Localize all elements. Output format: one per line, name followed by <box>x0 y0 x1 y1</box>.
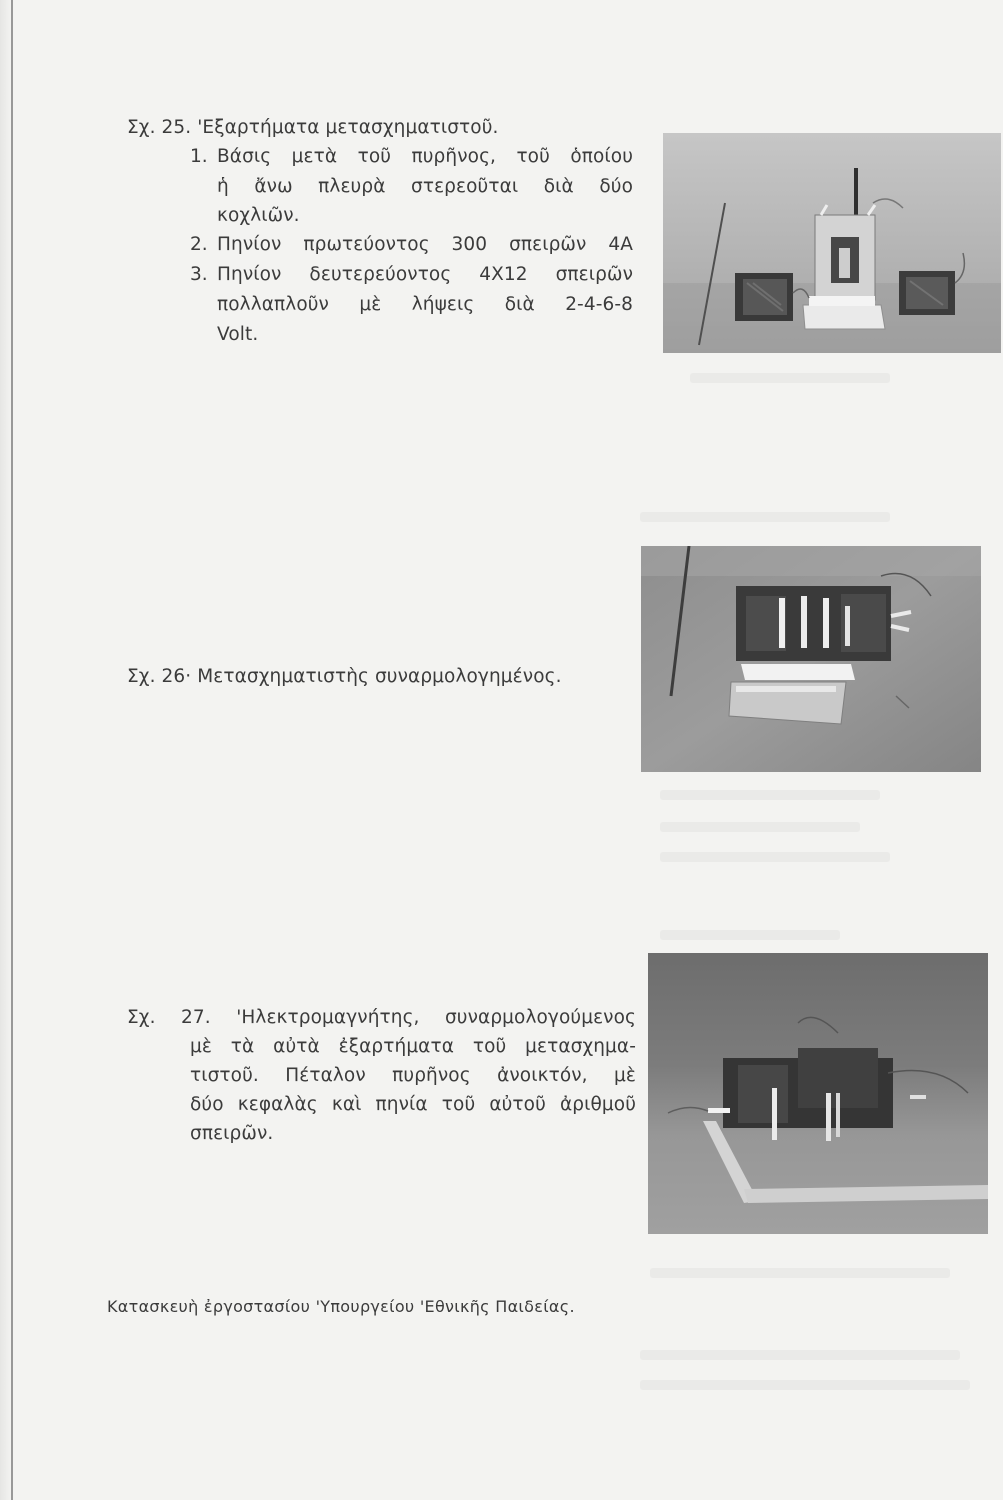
fig25-item-line: ἡ ἄνω πλευρὰ στερεοῦται διὰ δύο <box>217 176 633 197</box>
fig25-item-line: Πηνίον δευτερεύοντος 4X12 σπειρῶν <box>217 264 633 285</box>
fig25-item-line: Βάσις μετὰ τοῦ πυρῆνος, τοῦ ὁποίου <box>217 146 633 167</box>
bleed-through-mark <box>660 930 840 940</box>
fig25-item-line: Πηνίον πρωτεύοντος 300 σπειρῶν 4A <box>217 234 633 255</box>
bleed-through-mark <box>640 512 890 522</box>
fig27-line: σπειρῶν. <box>190 1123 274 1144</box>
photo-magnet-coils <box>723 1048 893 1141</box>
fig26-photo-assembled-transformer <box>641 546 981 772</box>
fig25-item-number: 2. <box>190 234 208 255</box>
bleed-through-mark <box>690 373 890 383</box>
fig25-item-line: κοχλιῶν. <box>217 205 300 226</box>
fig25-photo-transformer-parts <box>663 133 1001 353</box>
gutter-shadow <box>0 0 11 1500</box>
fig27-line: μὲ τὰ αὐτὰ ἐξαρτήματα τοῦ μετασχημα- <box>190 1036 636 1057</box>
fig25-item-number: 1. <box>190 146 208 167</box>
photo-primary-coil <box>735 273 793 321</box>
fig26-heading: Σχ. 26· Μετασχηματιστὴς συναρμολογημένος. <box>127 666 562 687</box>
fig27-heading: Σχ. 27. 'Ηλεκτρομαγνήτης, συναρμολογούμενος <box>127 1007 636 1028</box>
bleed-through-mark <box>660 790 880 800</box>
fig27-line: δύο κεφαλὰς καὶ πηνία τοῦ αὐτοῦ ἀριθμοῦ <box>190 1094 636 1115</box>
photo-base <box>729 664 855 724</box>
photo-base <box>803 296 885 329</box>
bleed-through-mark <box>660 822 860 832</box>
photo-transformer-body <box>736 586 891 661</box>
bleed-through-mark <box>650 1268 950 1278</box>
fig25-item-line: πολλαπλοῦν μὲ λήψεις διὰ 2-4-6-8 <box>217 294 633 315</box>
bleed-through-mark <box>640 1380 970 1390</box>
bleed-through-mark <box>660 852 890 862</box>
fig25-heading: Σχ. 25. 'Εξαρτήματα μετασχηματιστοῦ. <box>127 117 499 138</box>
fig27-photo-electromagnet <box>648 953 988 1234</box>
fig27-line: τιστοῦ. Πέταλον πυρῆνος ἀνοικτόν, μὲ <box>190 1065 636 1086</box>
photo-secondary-coil <box>899 271 955 315</box>
page-gutter-edge <box>11 0 13 1500</box>
fig25-item-number: 3. <box>190 264 208 285</box>
page-footer: Κατασκευὴ ἐργοστασίου 'Υπουργείου 'Εθνικῆς Παιδείας. <box>107 1297 575 1316</box>
bleed-through-mark <box>640 1350 960 1360</box>
fig25-item-line: Volt. <box>217 324 259 345</box>
